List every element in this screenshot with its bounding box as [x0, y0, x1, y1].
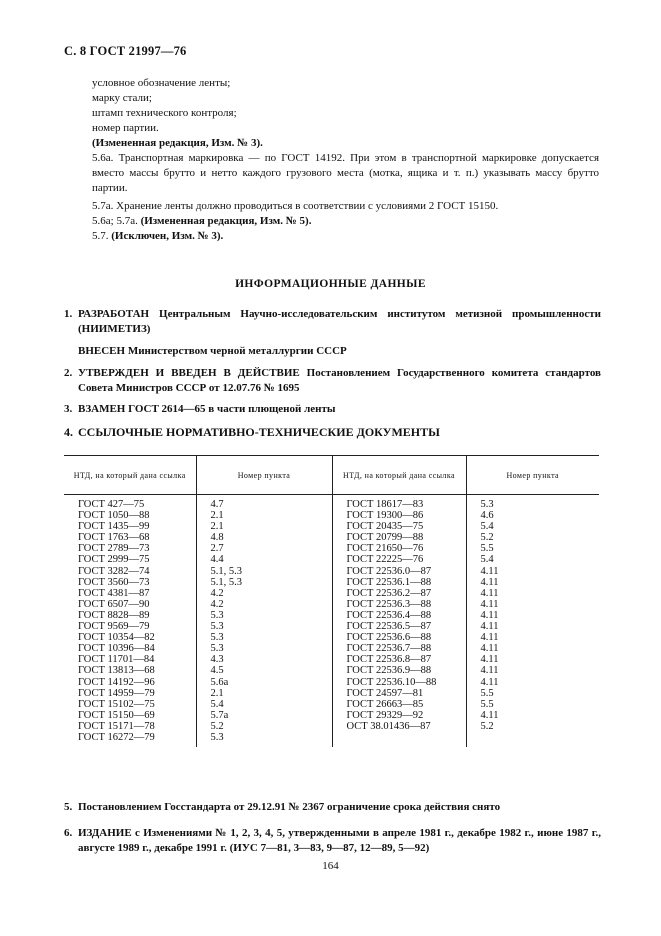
list-item: условное обозначение ленты;	[92, 77, 231, 89]
clause-cell: 5.2	[196, 721, 332, 732]
table-row	[64, 643, 599, 654]
item-text: ВЗАМЕН ГОСТ 2614—65 в части плющеной ленты	[78, 403, 336, 415]
table-row	[64, 710, 599, 721]
clause-cell: 5.5	[480, 698, 494, 710]
clause-cell: 4.11	[480, 621, 499, 633]
table-row	[64, 677, 599, 688]
document-cell: ГОСТ 1435—99	[64, 521, 196, 532]
document-cell: ГОСТ 11701—84	[64, 654, 196, 665]
info-item-5	[64, 800, 601, 815]
table-row	[64, 654, 599, 665]
paragraph-text: 5.6а. Транспортная маркировка — по ГОСТ 14192. При этом в транспортной маркировке допускается вместо массы брутто и нетто каждого грузового места (мотка, ящика и т. п.) указывать массу брутто партии.	[92, 152, 599, 194]
clause-cell: 5.2	[480, 720, 494, 732]
clause-cell: 5.3	[196, 610, 332, 621]
document-cell: ГОСТ 3560—73	[64, 577, 196, 588]
table-row	[64, 599, 599, 610]
table-row	[64, 621, 599, 632]
paragraph-5-6a-5-7a	[64, 214, 599, 229]
document-cell: ГОСТ 22536.5—87	[332, 621, 466, 632]
item-text: РАЗРАБОТАН Центральным Научно-исследовательским институтом метизной промышленности (НИИМЕТИЗ)	[78, 308, 601, 335]
item-text: ССЫЛОЧНЫЕ НОРМАТИВНО-ТЕХНИЧЕСКИЕ ДОКУМЕНТЫ	[78, 425, 440, 439]
clause-cell: 5.3	[196, 632, 332, 643]
clause-cell: 4.11	[480, 576, 499, 588]
clause-cell: 4.4	[196, 554, 332, 565]
item-number: 3.	[64, 403, 73, 415]
document-cell: ГОСТ 26663—85	[332, 699, 466, 710]
info-item-3	[64, 402, 601, 417]
document-cell: ГОСТ 22536.9—88	[332, 665, 466, 676]
document-cell: ГОСТ 4381—87	[64, 588, 196, 599]
clause-cell: 2.1	[196, 510, 332, 521]
document-cell: ГОСТ 15171—78	[64, 721, 196, 732]
paragraph-5-7	[64, 229, 599, 244]
document-cell: ГОСТ 14192—96	[64, 677, 196, 688]
table-row	[64, 732, 599, 747]
clause-cell: 4.11	[480, 565, 499, 577]
paragraph-5-7a: 5.7а. Хранение ленты должно проводиться в соответствии с условиями 2 ГОСТ 15150.	[92, 200, 499, 212]
clause-cell: 2.1	[196, 521, 332, 532]
document-cell: ГОСТ 15150—69	[64, 710, 196, 721]
document-cell: ГОСТ 22536.7—88	[332, 643, 466, 654]
document-cell: ГОСТ 22225—76	[332, 554, 466, 565]
clause-cell: 4.11	[480, 587, 499, 599]
references-table	[64, 455, 599, 747]
table-row	[64, 521, 599, 532]
clause-cell: 5.2	[480, 532, 494, 544]
document-cell: ГОСТ 15102—75	[64, 699, 196, 710]
document-cell: ГОСТ 20799—88	[332, 532, 466, 543]
clause-cell: 5.3	[480, 499, 494, 510]
clause-cell: 4.7	[196, 495, 332, 511]
clause-cell: 4.11	[480, 676, 499, 688]
table-row	[64, 554, 599, 565]
table-row	[64, 588, 599, 599]
table-row	[64, 543, 599, 554]
table-row	[64, 699, 599, 710]
column-header: НТД, на который дана ссылка	[332, 456, 466, 495]
table-row	[64, 665, 599, 676]
info-item-6	[64, 826, 601, 855]
clause-cell: 5.4	[480, 521, 494, 533]
clause-cell: 5.4	[196, 699, 332, 710]
list-item: штамп технического контроля;	[92, 107, 237, 119]
revision-note: (Измененная редакция, Изм. № 5).	[140, 215, 312, 227]
table-row	[64, 495, 599, 511]
marking-list	[64, 76, 599, 244]
paragraph-prefix: 5.7.	[92, 230, 109, 242]
clause-cell: 5.7а	[196, 710, 332, 721]
paragraph-prefix: 5.6а; 5.7а.	[92, 215, 138, 227]
clause-cell: 5.3	[196, 732, 332, 747]
table-row	[64, 632, 599, 643]
document-cell: ГОСТ 6507—90	[64, 599, 196, 610]
document-cell: ГОСТ 1050—88	[64, 510, 196, 521]
clause-cell: 4.2	[196, 599, 332, 610]
table-row	[64, 566, 599, 577]
document-cell: ГОСТ 427—75	[64, 495, 196, 511]
table-row	[64, 688, 599, 699]
document-cell: ГОСТ 3282—74	[64, 566, 196, 577]
document-cell: ГОСТ 24597—81	[332, 688, 466, 699]
document-cell: ГОСТ 1763—68	[64, 532, 196, 543]
clause-cell	[466, 732, 599, 747]
document-cell	[332, 732, 466, 747]
document-cell: ГОСТ 29329—92	[332, 710, 466, 721]
document-cell: ОСТ 38.01436—87	[332, 721, 466, 732]
page-header: С. 8 ГОСТ 21997—76	[64, 44, 187, 58]
document-cell: ГОСТ 2789—73	[64, 543, 196, 554]
document-cell: ГОСТ 22536.6—88	[332, 632, 466, 643]
clause-cell: 5.5	[480, 543, 494, 555]
revision-note: (Измененная редакция, Изм. № 3).	[92, 137, 263, 149]
clause-cell: 5.3	[196, 621, 332, 632]
item-number: 5.	[64, 801, 73, 813]
clause-cell: 5.3	[196, 643, 332, 654]
document-cell: ГОСТ 2999—75	[64, 554, 196, 565]
info-item-2	[64, 366, 601, 395]
document-cell: ГОСТ 10396—84	[64, 643, 196, 654]
section-title: ИНФОРМАЦИОННЫЕ ДАННЫЕ	[235, 278, 426, 290]
table-header-row	[64, 456, 599, 495]
clause-cell: 4.11	[480, 709, 499, 721]
list-item: номер партии.	[92, 122, 159, 134]
document-cell: ГОСТ 8828—89	[64, 610, 196, 621]
table-row	[64, 721, 599, 732]
document-cell: ГОСТ 10354—82	[64, 632, 196, 643]
info-item-1	[64, 307, 601, 336]
item-text: Постановлением Госстандарта от 29.12.91 № 2367 ограничение срока действия снято	[78, 801, 501, 813]
table-body	[64, 495, 599, 748]
document-cell: ГОСТ 20435—75	[332, 521, 466, 532]
item-text: ВНЕСЕН Министерством черной металлургии СССР	[78, 345, 347, 357]
document-cell: ГОСТ 18617—83	[332, 495, 466, 511]
table-row	[64, 577, 599, 588]
document-cell: ГОСТ 14959—79	[64, 688, 196, 699]
document-cell: ГОСТ 22536.3—88	[332, 599, 466, 610]
document-cell: ГОСТ 21650—76	[332, 543, 466, 554]
document-cell: ГОСТ 13813—68	[64, 665, 196, 676]
item-text: ИЗДАНИЕ с Изменениями № 1, 2, 3, 4, 5, утвержденными в апреле 1981 г., декабре 1982 г., июне 1987 г., августе 1989 г., декабре 1991 г. (ИУС 7—81, 3—83, 9—87, 12—89, 5—92)	[78, 827, 601, 854]
clause-cell: 5.1, 5.3	[196, 566, 332, 577]
clause-cell: 5.5	[480, 687, 494, 699]
document-cell: ГОСТ 22536.10—88	[332, 677, 466, 688]
paragraph-5-6a	[64, 151, 599, 196]
clause-cell: 5.6а	[196, 677, 332, 688]
clause-cell: 4.11	[480, 665, 499, 677]
table-row	[64, 510, 599, 521]
clause-cell: 4.8	[196, 532, 332, 543]
document-cell: ГОСТ 22536.0—87	[332, 566, 466, 577]
document-cell: ГОСТ 9569—79	[64, 621, 196, 632]
document-cell: ГОСТ 16272—79	[64, 732, 196, 747]
column-header: НТД, на который дана ссылка	[64, 456, 196, 495]
info-item-4	[64, 425, 601, 440]
clause-cell: 4.3	[196, 654, 332, 665]
info-item-1-sub	[64, 344, 601, 359]
clause-cell: 4.11	[480, 598, 499, 610]
clause-cell: 4.11	[480, 609, 499, 621]
document-cell: ГОСТ 22536.4—88	[332, 610, 466, 621]
table-row	[64, 532, 599, 543]
column-header: Номер пункта	[196, 456, 332, 495]
clause-cell: 2.7	[196, 543, 332, 554]
item-number: 6.	[64, 827, 73, 839]
table-row	[64, 610, 599, 621]
item-text: УТВЕРЖДЕН И ВВЕДЕН В ДЕЙСТВИЕ Постановлением Государственного комитета стандартов Совета Министров СССР от 12.07.76 № 1695	[78, 367, 601, 394]
page-number: 164	[322, 860, 339, 872]
document-cell: ГОСТ 22536.8—87	[332, 654, 466, 665]
clause-cell: 4.11	[480, 643, 499, 655]
document-cell: ГОСТ 22536.1—88	[332, 577, 466, 588]
document-cell: ГОСТ 22536.2—87	[332, 588, 466, 599]
column-header: Номер пункта	[466, 456, 599, 495]
clause-cell: 5.1, 5.3	[196, 577, 332, 588]
item-number: 1.	[64, 308, 73, 320]
clause-cell: 4.5	[196, 665, 332, 676]
list-item: марку стали;	[92, 92, 152, 104]
clause-cell: 4.2	[196, 588, 332, 599]
clause-cell: 4.11	[480, 632, 499, 644]
document-cell: ГОСТ 19300—86	[332, 510, 466, 521]
revision-note: (Исключен, Изм. № 3).	[111, 230, 224, 242]
clause-cell: 4.6	[480, 510, 494, 522]
item-number: 2.	[64, 367, 73, 379]
clause-cell: 5.4	[480, 554, 494, 566]
clause-cell: 2.1	[196, 688, 332, 699]
clause-cell: 4.11	[480, 654, 499, 666]
item-number: 4.	[64, 425, 73, 439]
